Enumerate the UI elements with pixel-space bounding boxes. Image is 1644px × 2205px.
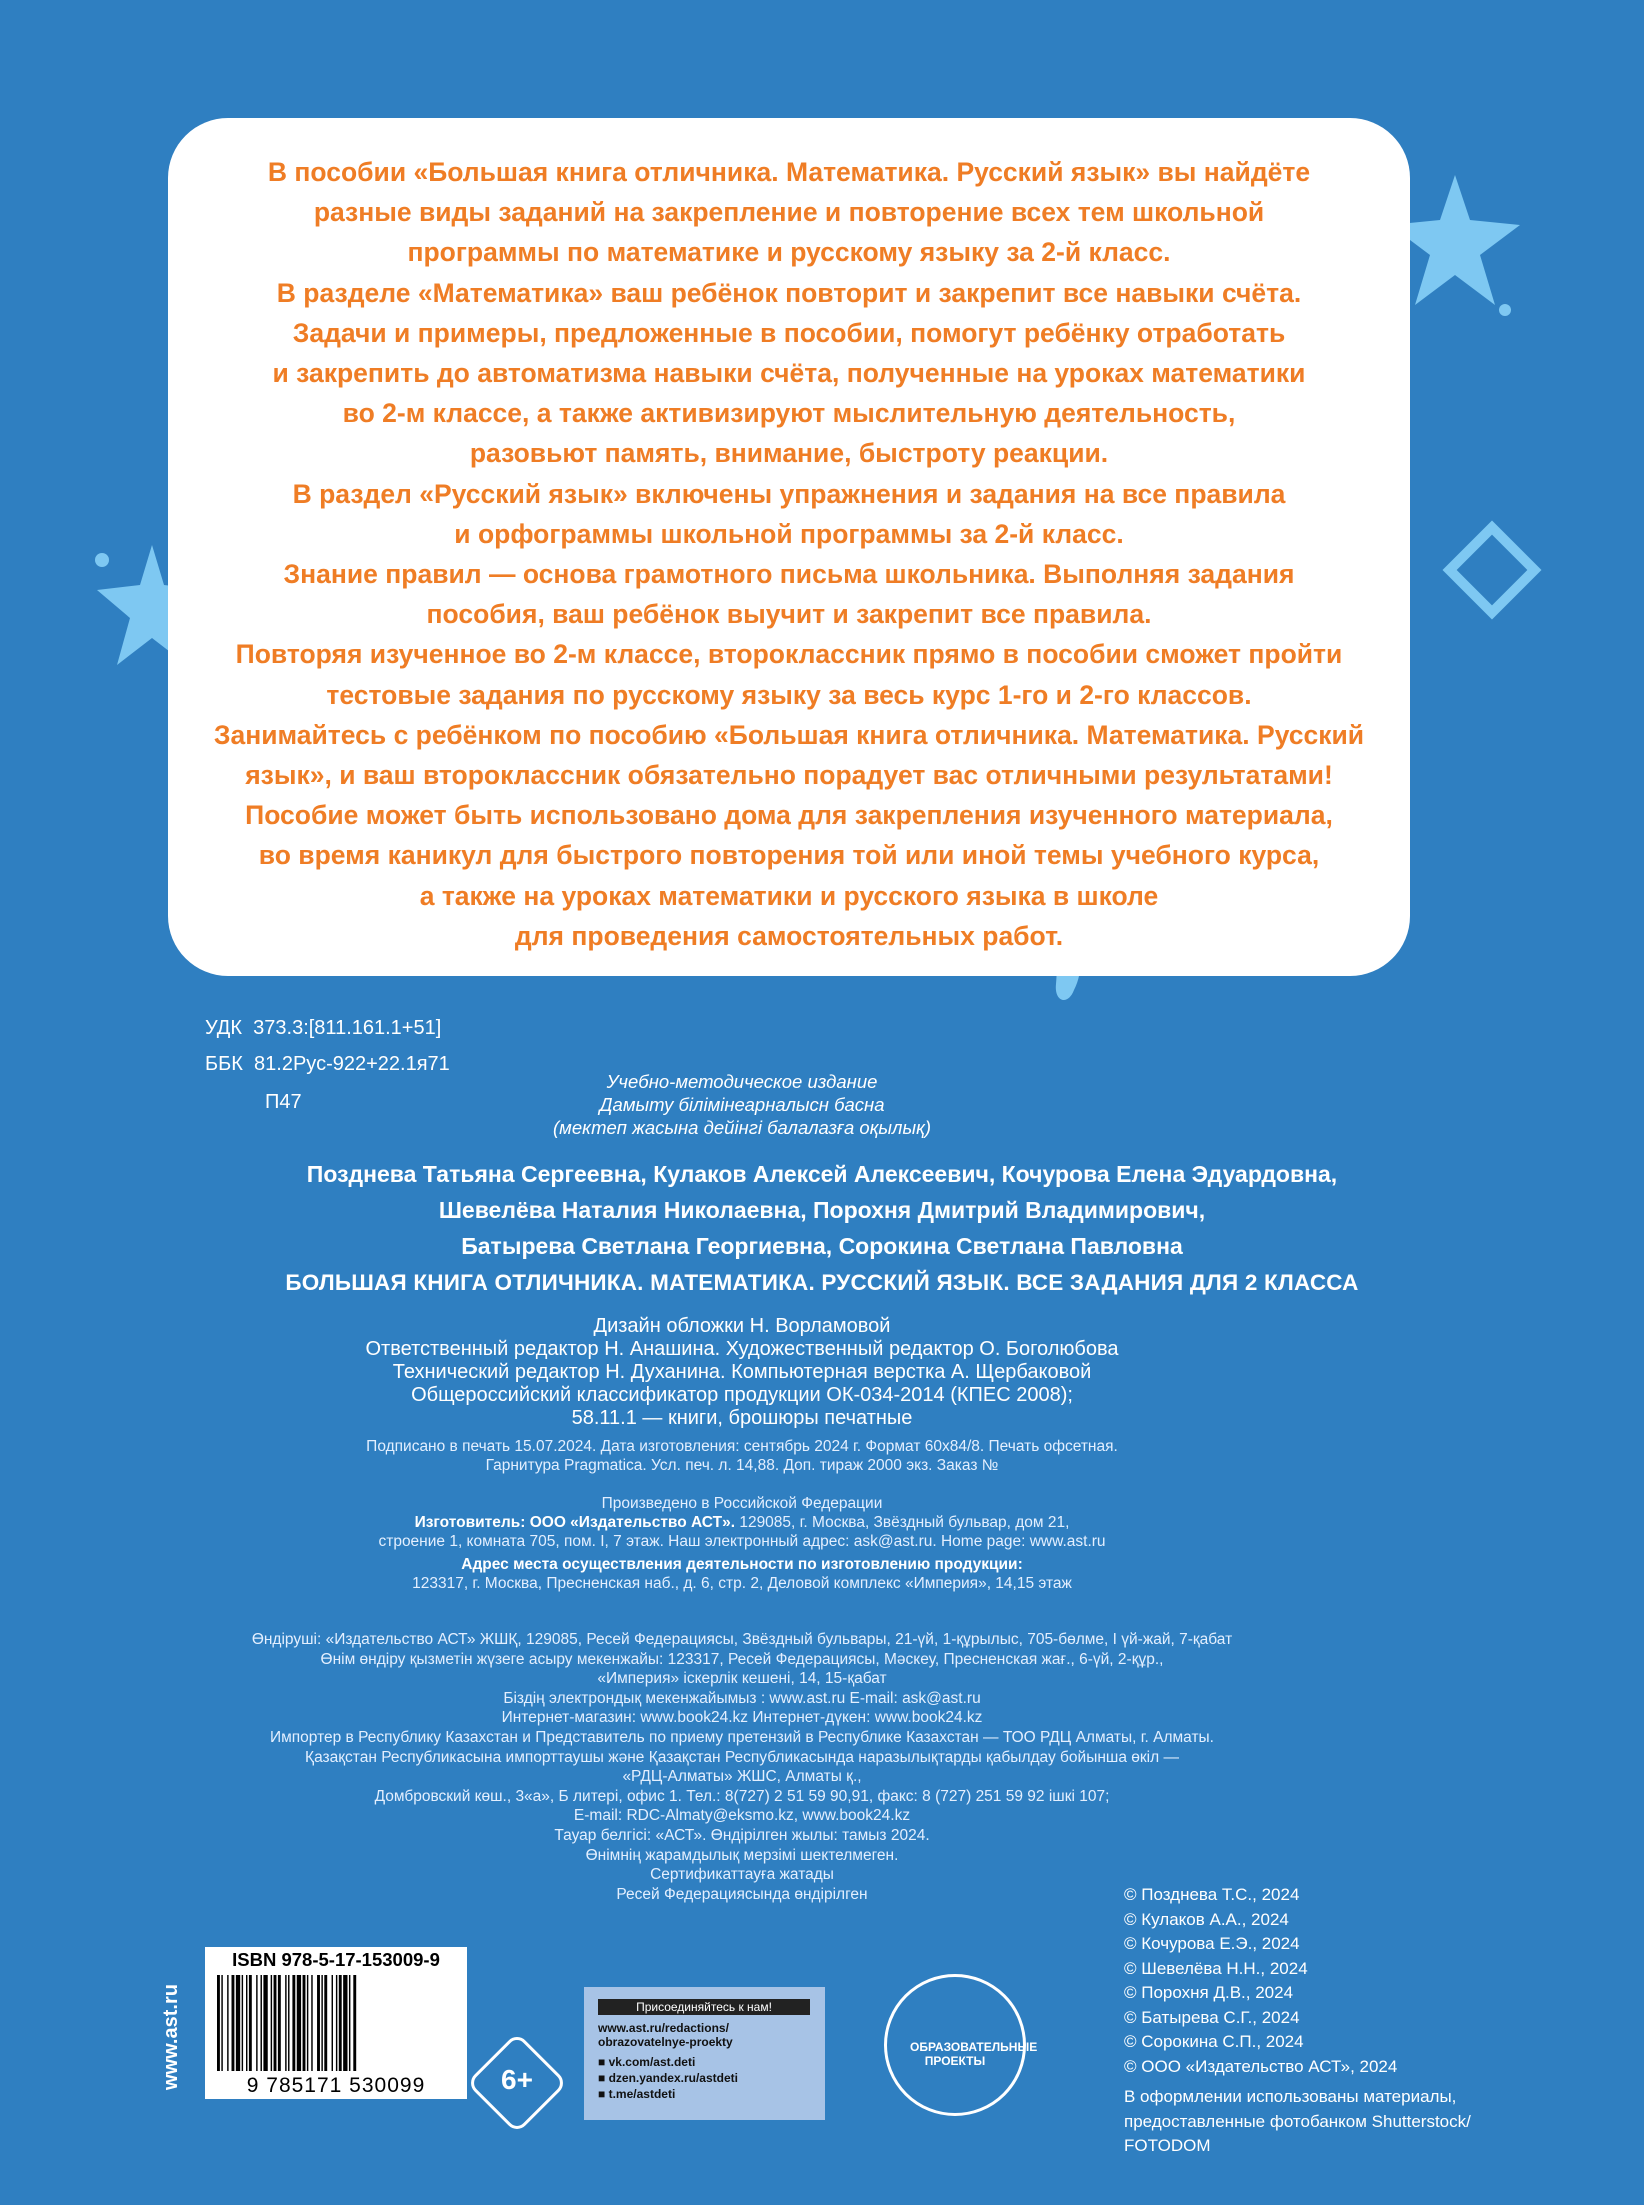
age-rating-text: 6+ xyxy=(501,2064,533,2095)
kazakh-line: Домбровский көш., 3«а», Б литері, офис 1. Тел.: 8(727) 2 51 59 90,91, факс: 8 (727) 251 59 92 ішкі 107; xyxy=(374,1787,1110,1805)
description-line: разные виды заданий на закрепление и повторение всех тем школьной xyxy=(313,197,1265,228)
staff-line: Дизайн обложки Н. Ворламовой xyxy=(593,1315,891,1337)
description-line: В раздел «Русский язык» включены упражнения и задания на все правила xyxy=(292,478,1286,509)
print-info-line: Подписано в печать 15.07.2024. Дата изготовления: сентябрь 2024 г. Формат 60х84/8. Печать офсетная. xyxy=(366,1438,1118,1455)
social-link-vk[interactable]: ■ vk.com/ast.deti xyxy=(598,2055,696,2069)
social-link-dzen[interactable]: ■ dzen.yandex.ru/astdeti xyxy=(598,2071,738,2085)
description-line: Занимайтесь с ребёнком по пособию «Большая книга отличника. Математика. Русский xyxy=(213,719,1365,750)
barcode xyxy=(205,1947,467,2099)
copyright-block xyxy=(1124,1883,1471,2159)
print-info xyxy=(0,1437,1564,1475)
description-line: во 2-м классе, а также активизируют мыслительную деятельность, xyxy=(342,398,1236,429)
copyright-line: © Сорокина С.П., 2024 xyxy=(1124,2032,1304,2051)
site-vertical[interactable]: www.ast.ru xyxy=(160,1984,182,2090)
description-line: пособия, ваш ребёнок выучит и закрепит все правила. xyxy=(426,599,1152,630)
description-line: Повторяя изученное во 2-м классе, второклассник прямо в пособии сможет пройти xyxy=(235,639,1343,670)
kazakh-line: E-mail: RDC-Almaty@eksmo.kz, www.book24.kz xyxy=(573,1807,911,1825)
edu-projects-logo-text: ОБРАЗОВАТЕЛЬНЫЕ ПРОЕКТЫ xyxy=(910,2040,1038,2068)
produced-in: Произведено в Российской Федерации xyxy=(601,1495,883,1512)
kazakh-line: «Империя» іскерлік кешені, 14, 15-қабат xyxy=(597,1670,887,1688)
authors-line: Батырева Светлана Георгиевна, Сорокина Светлана Павловна xyxy=(461,1233,1183,1259)
copyright-line: © Кочурова Е.Э., 2024 xyxy=(1124,1934,1300,1953)
description-line: а также на уроках математики и русского языка в школе xyxy=(419,880,1159,911)
kazakh-line: Импортер в Республику Казахстан и Представитель по приему претензий в Республике Казахстан — ТОО РДЦ Алматы, г. Алматы. xyxy=(269,1728,1214,1746)
edition-block xyxy=(0,1070,1564,1139)
authors-line: Позднева Татьяна Сергеевна, Кулаков Алексей Алексеевич, Кочурова Елена Эдуардовна, xyxy=(306,1161,1338,1187)
kazakh-line: Қазақстан Республикасына импорттаушы және Қазақстан Республикасында наразылықтарды қабылдау бойынша өкіл — xyxy=(305,1748,1179,1766)
kazakh-line: «РДЦ-Алматы» ЖШС, Алматы қ., xyxy=(622,1768,862,1786)
description-text xyxy=(168,152,1410,956)
kazakh-line: Интернет-магазин: www.book24.kz Интернет-дүкен: www.book24.kz xyxy=(501,1709,983,1727)
maker-address: 129085, г. Москва, Звёздный бульвар, дом 21, xyxy=(735,1514,1070,1531)
description-line: для проведения самостоятельных работ. xyxy=(514,920,1064,951)
description-line: язык», и ваш второклассник обязательно порадует вас отличными результатами! xyxy=(245,760,1333,791)
kazakh-line: Өнім өндіру қызметін жүзеге асыру мекенжайы: 123317, Ресей Федерациясы, Мәскеу, Пресненская жағ., 6-үй, 2-құр., xyxy=(320,1650,1164,1668)
maker-label: Изготовитель: ООО «Издательство АСТ». xyxy=(414,1514,736,1531)
copyright-line: © Позднева Т.С., 2024 xyxy=(1124,1885,1300,1904)
staff-line: Технический редактор Н. Духанина. Компьютерная верстка А. Щербаковой xyxy=(392,1361,1092,1383)
print-info-line: Гарнитура Pragmatica. Усл. печ. л. 14,88. Доп. тираж 2000 экз. Заказ № xyxy=(485,1457,999,1474)
udk-label: УДК xyxy=(205,1017,243,1039)
social-link[interactable]: obrazovatelnye-proekty xyxy=(598,2035,733,2049)
copyright-line: © ООО «Издательство АСТ», 2024 xyxy=(1124,2056,1398,2076)
kazakh-line: Біздің электрондық мекенжайымыз : www.ast.ru E-mail: ask@ast.ru xyxy=(503,1689,981,1707)
kazakh-line: Өндіруші: «Издательство АСТ» ЖШҚ, 129085, Ресей Федерациясы, Звёздный бульвары, 21-үй, 1-құрылыс, 705-бөлме, I үй-жай, 7-қабат xyxy=(251,1631,1233,1648)
description-line: Знание правил — основа грамотного письма школьника. Выполняя задания xyxy=(283,559,1295,590)
kazakh-block xyxy=(0,1630,1564,1904)
place-label: Адрес места осуществления деятельности по изготовлению продукции: xyxy=(461,1556,1023,1573)
description-line: Пособие может быть использовано дома для закрепления изученного материала, xyxy=(245,800,1333,831)
bbk-label: ББК xyxy=(205,1053,243,1075)
udk-value: 373.3:[811.161.1+51] xyxy=(253,1017,442,1039)
description-line: разовьют память, внимание, быстроту реакции. xyxy=(469,438,1109,469)
staff-line: Общероссийский классификатор продукции ОК-034-2014 (КПЕС 2008); xyxy=(411,1384,1073,1406)
copyright-line: © Батырева С.Г., 2024 xyxy=(1124,2007,1300,2027)
author-code: П47 xyxy=(265,1091,302,1113)
edition-type: Учебно-методическое издание xyxy=(606,1071,878,1092)
social-link[interactable]: www.ast.ru/redactions/ xyxy=(598,2021,729,2035)
authors-line: Шевелёва Наталия Николаевна, Порохня Дмитрий Владимирович, xyxy=(438,1197,1206,1223)
diamond-outline-icon xyxy=(1432,510,1552,630)
description-line: и орфограммы школьной программы за 2-й класс. xyxy=(454,518,1124,549)
authors-block xyxy=(0,1156,1644,1264)
copyright-line: © Шевелёва Н.Н., 2024 xyxy=(1124,1958,1308,1978)
staff-block xyxy=(0,1315,1564,1430)
edition-kz-note: (мектеп жасына дейінгі балалазға оқылық) xyxy=(553,1117,931,1138)
place-address: 123317, г. Москва, Пресненская наб., д. 6, стр. 2, Деловой комплекс «Империя», 14,15 этаж xyxy=(412,1575,1072,1592)
kazakh-line: Ресей Федерациясында өндірілген xyxy=(616,1885,868,1903)
description-line: тестовые задания по русскому языку за весь курс 1-го и 2-го классов. xyxy=(326,679,1252,710)
vk-link-text: vk.com/ast.deti xyxy=(608,2055,696,2069)
copyright-line: © Кулаков А.А., 2024 xyxy=(1124,1909,1289,1929)
description-line: В разделе «Математика» ваш ребёнок повторит и закрепит все навыки счёта. xyxy=(276,277,1302,308)
dzen-link-text: dzen.yandex.ru/astdeti xyxy=(608,2071,738,2085)
staff-line: 58.11.1 — книги, брошюры печатные xyxy=(571,1407,913,1429)
barcode-bars-icon xyxy=(213,1975,459,2073)
manufacturer-block xyxy=(0,1494,1564,1593)
kazakh-line: Тауар белгісі: «АСТ». Өндірілген жылы: тамыз 2024. xyxy=(554,1826,930,1844)
edition-kz-type: Дамыту білімінеарналысн басна xyxy=(599,1094,885,1115)
photo-credit-line: В оформлении использованы материалы, xyxy=(1124,2087,1457,2106)
kazakh-line: Өнімнің жарамдылық мерзімі шектелмеген. xyxy=(585,1846,899,1864)
social-link-telegram[interactable]: ■ t.me/astdeti xyxy=(598,2087,676,2101)
description-line: и закрепить до автоматизма навыки счёта, полученные на уроках математики xyxy=(272,358,1306,389)
book-title: БОЛЬШАЯ КНИГА ОТЛИЧНИКА. МАТЕМАТИКА. РУССКИЙ ЯЗЫК. ВСЕ ЗАДАНИЯ ДЛЯ 2 КЛАССА xyxy=(285,1270,1359,1295)
telegram-link-text: t.me/astdeti xyxy=(608,2087,676,2101)
photo-credit-line: FOTODOM xyxy=(1124,2136,1211,2155)
copyright-line: © Порохня Д.В., 2024 xyxy=(1124,1983,1294,2002)
description-line: В пособии «Большая книга отличника. Математика. Русский язык» вы найдёте xyxy=(267,157,1311,187)
description-line: программы по математике и русскому языку за 2-й класс. xyxy=(407,237,1171,268)
social-links-box xyxy=(584,1987,825,2120)
photo-credit-line: предоставленные фотобанком Shutterstock/ xyxy=(1124,2111,1471,2131)
description-line: Задачи и примеры, предложенные в пособии, помогут ребёнку отработать xyxy=(292,317,1286,348)
bbk-value: 81.2Рус-922+22.1я71 xyxy=(254,1053,450,1075)
staff-line: Ответственный редактор Н. Анашина. Художественный редактор О. Боголюбова xyxy=(365,1338,1119,1360)
social-header: Присоединяйтесь к нам! xyxy=(598,1999,810,2015)
barcode-number: 9 785171 530099 xyxy=(246,2074,426,2097)
maker-address-2: строение 1, комната 705, пом. I, 7 этаж. Наш электронный адрес: ask@ast.ru. Home page: www.ast.ru xyxy=(378,1533,1106,1550)
description-line: во время каникул для быстрого повторения той или иной темы учебного курса, xyxy=(258,840,1320,871)
kazakh-line: Сертификаттауға жатады xyxy=(650,1866,834,1884)
udk-line xyxy=(205,1011,441,1045)
isbn-text: ISBN 978-5-17-153009-9 xyxy=(232,1949,440,1970)
